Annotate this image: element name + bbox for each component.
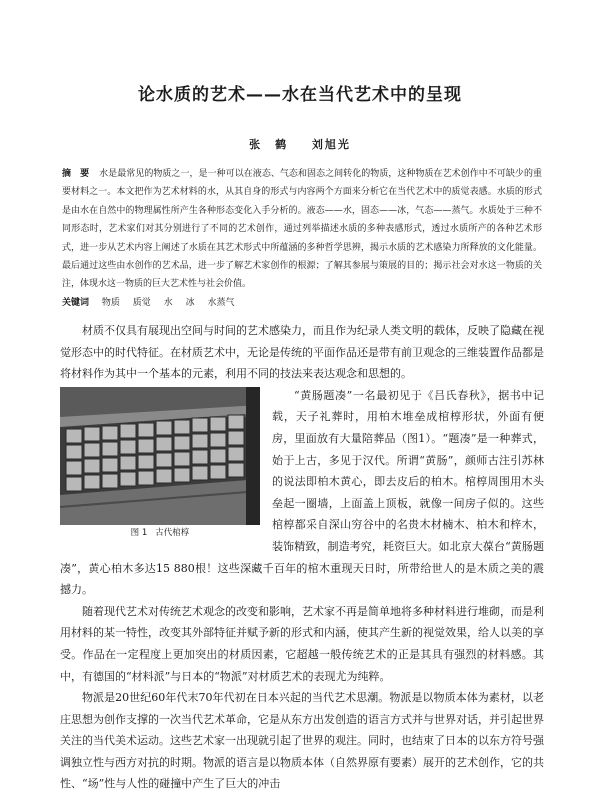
paper-title: 论水质的艺术——水在当代艺术中的呈现 xyxy=(138,85,462,105)
figure-caption xyxy=(60,525,260,541)
figure-caption-text: 古代棺椁 xyxy=(155,527,190,538)
author-name: 张 鹤 xyxy=(249,138,289,151)
body-paragraph: 材质不仅具有展现出空间与时间的艺术感染力，而且作为纪录人类文明的载体，反映了隐藏在视觉形态中的时代特征。在材质艺术中，无论是传统的平面作品还是带有前卫观念的三维装置作品都是将材料作为其中一个基本的元素，利用不同的技法来表达观念和思想的。 xyxy=(60,324,544,381)
abstract-text: 水是最常见的物质之一，是一种可以在液态、气态和固态之间转化的物质，这种物质在艺术创作中不可缺少的重要材料之一。本文把作为艺术材料的水，从其自身的形式与内容两个方面来分析它在当代艺术中的质觉表感。水质的形式是由水在自然中的物理属性所产生各种形态变化入手分析的。液态——水，固态——冰，气态——蒸气。水质处于三种不同形态时，艺术家们对其分别进行了不同的艺术创作，通过列举描述水质的多种表感形式，透过水质所产的各种艺术形式，进一步从艺术内容上阐述了水质在其艺术形式中所蕴涵的多种哲学思辨，揭示水质的艺术感染力所释放的文化能量。最后通过这些由水创作的艺术品，进一步了解艺术家创作的根源；了解其参展与策展的目的；揭示社会对水这一物质的关注，体现水这一物质的巨大艺术性与社会价值。 xyxy=(62,169,542,290)
figure-1 xyxy=(60,387,260,543)
abstract-block xyxy=(62,165,542,312)
body-text xyxy=(60,320,544,795)
author-line xyxy=(0,136,600,152)
keyword: 水 xyxy=(163,297,173,308)
abstract-label: 摘 要 xyxy=(62,169,90,179)
body-paragraph: 随着现代艺术对传统艺术观念的改变和影响，艺术家不再是简单地将多种材料进行堆砌，而是利用材料的某一特性，改变其外部特征并赋予新的形式和内涵，使其产生新的视觉效果，给人以美的享受。作品在一定程度上更加突出的材质因素，它超越一般传统艺术的正是其具有强烈的材料感。其中，有德国的“材料派”与日本的“物派”对材质艺术的表现尤为纯粹。 xyxy=(60,604,544,683)
keyword: 质觉 xyxy=(132,297,151,308)
abstract-paragraph xyxy=(62,165,542,294)
keyword: 物质 xyxy=(101,297,120,308)
figure-number: 图 1 xyxy=(130,527,148,538)
coffin-photo-graphic xyxy=(60,387,260,525)
keywords-line xyxy=(62,294,542,312)
body-paragraph: “黄肠题凑”一名最初见于《吕氏春秋》，据书中记载，天子礼葬时，用柏木堆垒成棺椁形状，外面有便房，里面放有大量陪葬品（图1）。“题凑”是一种葬式，始于上古，多见于汉代。所谓“黄肠”，颜师古注引苏林的说法即柏木黄心，即去皮后的柏木。棺椁周围用木头垒起一圈墙，上面盖上顶板，就像一间房子似的。这些棺椁都采自深山穷谷中的名贵木材楠木、柏木和梓木，装饰精致，制造考究，耗资巨大。如北京大葆台“黄肠题凑”，黄心柏木多达15 880根！这些深藏千百年的棺木重现天日时，所带给世人的是木质之美的震撼力。 xyxy=(60,388,544,597)
author-name: 刘旭光 xyxy=(311,138,351,151)
keywords-label: 关键词 xyxy=(62,297,90,308)
keyword: 水蒸气 xyxy=(207,297,235,308)
coffin-photo xyxy=(60,387,260,525)
keyword: 冰 xyxy=(185,297,195,308)
body-paragraph: 物派是20世纪60年代末70年代初在日本兴起的当代艺术思潮。物派是以物质本体为素材，以老庄思想为创作支撑的一次当代艺术革命，它是从东方出发创造的语言方式并与世界对话，并引起世界关注的当代美术运动。这些艺术家一出现就引起了世界的观注。同时，也结束了日本的以东方符号强调独立性与西方对抗的时期。物派的语言是以物质本体（自然界原有要素）展开的艺术创作，它的共性、“场”性与人性的碰撞中产生了巨大的冲击 xyxy=(60,691,544,791)
